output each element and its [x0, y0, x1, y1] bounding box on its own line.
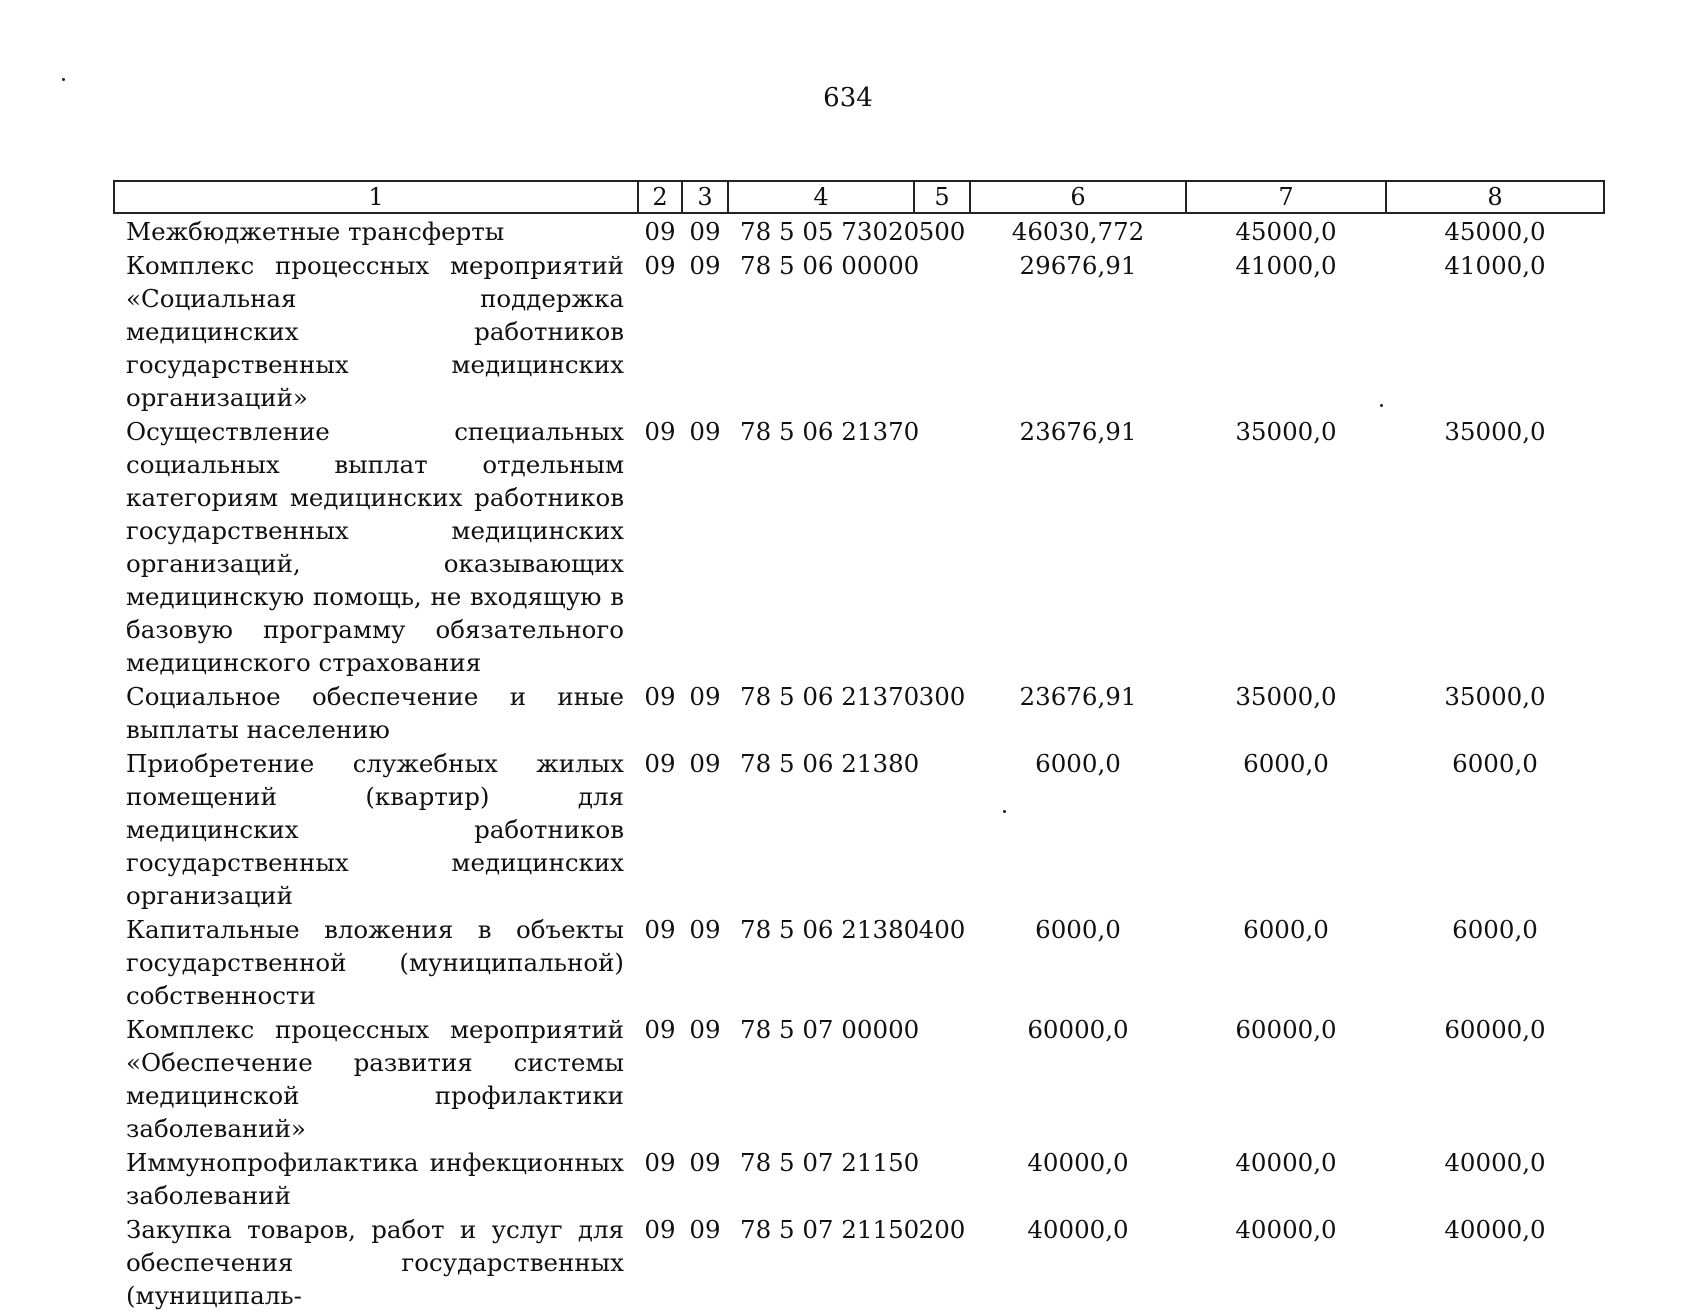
table-row: [114, 912, 1604, 1012]
row-section: 09: [644, 682, 676, 711]
row-expense-type: 500: [918, 217, 966, 246]
header-col-6: 6: [970, 181, 1186, 213]
header-col-5: 5: [914, 181, 970, 213]
table-row: [114, 1212, 1604, 1312]
row-subsection: 09: [689, 915, 721, 944]
scan-speck: [62, 78, 65, 81]
row-section: 09: [644, 915, 676, 944]
row-target-code: 78 5 06 21370: [740, 682, 920, 711]
row-expense-type: [914, 414, 970, 679]
header-row: [114, 181, 1604, 213]
row-amount-7: 40000,0: [1235, 1215, 1337, 1244]
row-section: 09: [644, 251, 676, 280]
table-row: [114, 679, 1604, 746]
row-amount-6: 6000,0: [1035, 915, 1121, 944]
row-subsection: 09: [689, 217, 721, 246]
row-amount-8: 41000,0: [1444, 251, 1546, 280]
row-subsection: 09: [689, 417, 721, 446]
row-target-code: 78 5 06 21380: [740, 749, 920, 778]
row-name: Комплекс процессных мероприятий «Социальная поддержка медицинских работников государственных медицинских организаций»: [126, 251, 624, 412]
row-expense-type: 400: [918, 915, 966, 944]
row-name: Иммунопрофилактика инфекционных заболеваний: [126, 1148, 624, 1210]
row-amount-8: 40000,0: [1444, 1148, 1546, 1177]
row-amount-8: 35000,0: [1444, 682, 1546, 711]
table-row: [114, 414, 1604, 679]
row-amount-6: 23676,91: [1019, 417, 1137, 446]
row-name: Капитальные вложения в объекты государственной (муниципальной) собственности: [126, 915, 624, 1010]
row-target-code: 78 5 06 21380: [740, 915, 920, 944]
row-target-code: 78 5 07 21150: [740, 1215, 920, 1244]
table-header: [114, 181, 1604, 213]
row-section: 09: [644, 417, 676, 446]
header-col-3: 3: [682, 181, 728, 213]
row-amount-7: 35000,0: [1235, 682, 1337, 711]
row-section: 09: [644, 217, 676, 246]
row-amount-7: 45000,0: [1235, 217, 1337, 246]
row-target-code: 78 5 05 73020: [740, 217, 920, 246]
row-target-code: 78 5 07 00000: [740, 1015, 920, 1044]
row-amount-6: 23676,91: [1019, 682, 1137, 711]
row-amount-8: 35000,0: [1444, 417, 1546, 446]
row-name: Межбюджетные трансферты: [126, 217, 505, 246]
row-name: Осуществление специальных социальных выплат отдельным категориям медицинских работников государственных медицинских организаций, оказывающих медицинскую помощь, не входящую в базовую программу обязательного медицинского страхования: [126, 417, 624, 677]
row-amount-8: 60000,0: [1444, 1015, 1546, 1044]
row-subsection: 09: [689, 1015, 721, 1044]
row-amount-8: 45000,0: [1444, 217, 1546, 246]
row-amount-6: 40000,0: [1027, 1148, 1129, 1177]
table-row: [114, 213, 1604, 248]
row-amount-7: 6000,0: [1243, 749, 1329, 778]
row-amount-7: 40000,0: [1235, 1148, 1337, 1177]
row-amount-8: 6000,0: [1452, 749, 1538, 778]
row-section: 09: [644, 749, 676, 778]
row-subsection: 09: [689, 1148, 721, 1177]
budget-table: [113, 180, 1605, 1312]
row-target-code: 78 5 06 21370: [740, 417, 920, 446]
row-expense-type: [914, 1145, 970, 1212]
header-col-8: 8: [1386, 181, 1604, 213]
row-amount-6: 46030,772: [1011, 217, 1145, 246]
row-amount-6: 29676,91: [1019, 251, 1137, 280]
row-amount-6: 60000,0: [1027, 1015, 1129, 1044]
header-col-4: 4: [728, 181, 914, 213]
table-row: [114, 1145, 1604, 1212]
row-amount-8: 6000,0: [1452, 915, 1538, 944]
row-target-code: 78 5 06 00000: [740, 251, 920, 280]
row-subsection: 09: [689, 749, 721, 778]
row-amount-6: 40000,0: [1027, 1215, 1129, 1244]
row-subsection: 09: [689, 251, 721, 280]
row-name: Приобретение служебных жилых помещений (квартир) для медицинских работников государственных медицинских организаций: [126, 749, 624, 910]
row-target-code: 78 5 07 21150: [740, 1148, 920, 1177]
budget-table-container: [113, 180, 1603, 1312]
row-expense-type: 200: [918, 1215, 966, 1244]
row-expense-type: [914, 1012, 970, 1145]
row-expense-type: [914, 248, 970, 414]
header-col-1: 1: [114, 181, 638, 213]
row-subsection: 09: [689, 1215, 721, 1244]
row-section: 09: [644, 1015, 676, 1044]
row-expense-type: [914, 746, 970, 912]
row-amount-8: 40000,0: [1444, 1215, 1546, 1244]
page-number: 634: [823, 83, 873, 113]
table-row: [114, 1012, 1604, 1145]
row-amount-6: 6000,0: [1035, 749, 1121, 778]
row-amount-7: 35000,0: [1235, 417, 1337, 446]
row-section: 09: [644, 1148, 676, 1177]
table-row: [114, 248, 1604, 414]
row-section: 09: [644, 1215, 676, 1244]
table-body: [114, 213, 1604, 1312]
row-name: Комплекс процессных мероприятий «Обеспечение развития системы медицинской профилактики заболеваний»: [126, 1015, 624, 1143]
row-name: Закупка товаров, работ и услуг для обеспечения государственных (муниципаль-: [126, 1215, 624, 1310]
table-row: [114, 746, 1604, 912]
row-amount-7: 6000,0: [1243, 915, 1329, 944]
header-col-2: 2: [638, 181, 682, 213]
row-expense-type: 300: [918, 682, 966, 711]
header-col-7: 7: [1186, 181, 1386, 213]
row-amount-7: 60000,0: [1235, 1015, 1337, 1044]
row-name: Социальное обеспечение и иные выплаты населению: [126, 682, 624, 744]
row-amount-7: 41000,0: [1235, 251, 1337, 280]
row-subsection: 09: [689, 682, 721, 711]
